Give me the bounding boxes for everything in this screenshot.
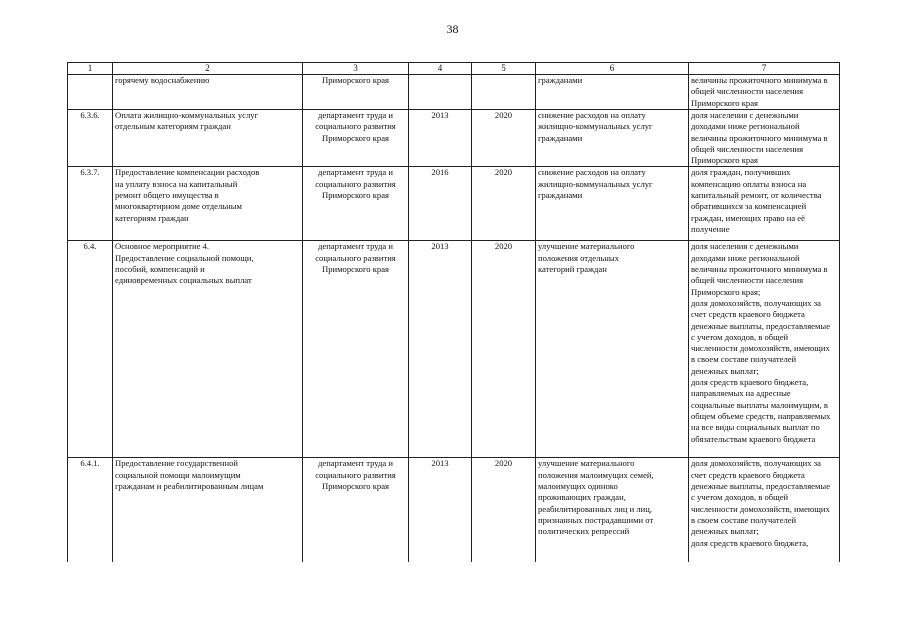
item-name: Оплата жилищно-коммунальных услуг отдельным категориям граждан <box>113 110 303 167</box>
table-row <box>68 75 840 110</box>
item-end-year: 2020 <box>472 167 536 241</box>
item-indicator: доля граждан, получивших компенсацию оплаты взноса на капитальный ремонт, от количества обратившихся за компенсацией граждан, имеющих право на её получение <box>689 167 840 241</box>
item-indicator: доля населения с денежными доходами ниже региональной величины прожиточного минимума в общей численности населения Приморского края <box>689 110 840 167</box>
item-number: 6.4. <box>68 241 113 458</box>
item-result: гражданами <box>536 75 689 110</box>
table-row <box>68 167 840 241</box>
column-header: 2 <box>113 63 303 75</box>
item-indicator: величины прожиточного минимума в общей численности населения Приморского края <box>689 75 840 110</box>
item-executor: департамент труда и социального развития Приморского края <box>303 241 409 458</box>
item-executor: департамент труда и социального развития Приморского края <box>303 167 409 241</box>
item-number: 6.4.1. <box>68 458 113 563</box>
item-name: горячему водоснабжению <box>113 75 303 110</box>
item-start-year: 2016 <box>409 167 472 241</box>
item-start-year: 2013 <box>409 241 472 458</box>
item-start-year: 2013 <box>409 110 472 167</box>
item-executor: Приморского края <box>303 75 409 110</box>
item-number: 6.3.7. <box>68 167 113 241</box>
item-result: улучшение материального положения отдельных категорий граждан <box>536 241 689 458</box>
column-header: 6 <box>536 63 689 75</box>
column-header: 3 <box>303 63 409 75</box>
column-header: 1 <box>68 63 113 75</box>
item-indicator: доля населения с денежными доходами ниже региональной величины прожиточного минимума в общей численности населения Приморского края; доля домохозяйств, получающих за счет средств краевого бюджета денежные выплаты, предоставляемые с учетом доходов, в общей численности домохозяйств, имеющих в своем составе получателей денежных выплат; доля средств краевого бюджета, направляемых на адресные социальные выплаты малоимущим, в общем объеме средств, направляемых на все виды социальных выплат по обязательствам краевого бюджета <box>689 241 840 458</box>
item-end-year: 2020 <box>472 110 536 167</box>
table-header-row <box>68 63 840 75</box>
table-row <box>68 458 840 563</box>
column-header: 7 <box>689 63 840 75</box>
item-executor: департамент труда и социального развития Приморского края <box>303 110 409 167</box>
item-name: Предоставление компенсации расходов на уплату взноса на капитальный ремонт общего имущества в многоквартирном доме отдельным категориям граждан <box>113 167 303 241</box>
item-number <box>68 75 113 110</box>
item-executor: департамент труда и социального развития Приморского края <box>303 458 409 563</box>
item-name: Предоставление государственной социальной помощи малоимущим гражданам и реабилитированным лицам <box>113 458 303 563</box>
item-end-year <box>472 75 536 110</box>
column-header: 4 <box>409 63 472 75</box>
program-table <box>67 62 840 562</box>
item-number: 6.3.6. <box>68 110 113 167</box>
item-end-year: 2020 <box>472 241 536 458</box>
item-result: улучшение материального положения малоимущих семей, малоимущих одиноко проживающих граждан, реабилитированных лиц и лиц, признанных пострадавшими от политических репрессий <box>536 458 689 563</box>
table-row <box>68 110 840 167</box>
item-end-year: 2020 <box>472 458 536 563</box>
column-header: 5 <box>472 63 536 75</box>
item-result: снижение расходов на оплату жилищно-коммунальных услуг гражданами <box>536 110 689 167</box>
item-result: снижение расходов на оплату жилищно-коммунальных услуг гражданами <box>536 167 689 241</box>
page-number: 38 <box>446 22 459 36</box>
item-start-year <box>409 75 472 110</box>
item-name: Основное мероприятие 4. Предоставление социальной помощи, пособий, компенсаций и единовременных социальных выплат <box>113 241 303 458</box>
table-row <box>68 241 840 458</box>
item-start-year: 2013 <box>409 458 472 563</box>
item-indicator: доля домохозяйств, получающих за счет средств краевого бюджета денежные выплаты, предоставляемые с учетом доходов, в общей численности домохозяйств, имеющих в своем составе получателей денежных выплат; доля средств краевого бюджета, <box>689 458 840 563</box>
